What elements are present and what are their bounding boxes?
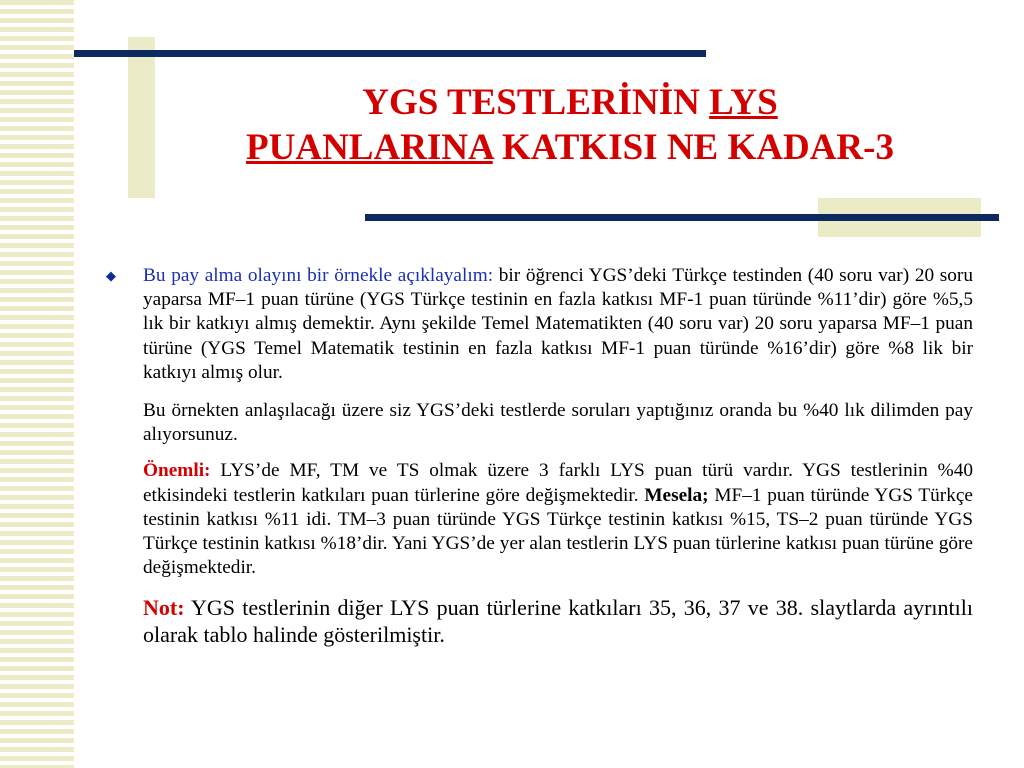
diamond-bullet-icon: ◆ — [106, 269, 116, 284]
example-intro: Bu pay alma olayını bir örnekle açıklayalım: — [143, 265, 494, 286]
important-label: Önemli: — [143, 460, 211, 482]
title-line1-prefix: YGS TESTLERİNİN — [362, 82, 710, 123]
slide-title — [160, 80, 980, 170]
top-accent-block — [128, 37, 155, 198]
paragraph-example — [143, 264, 973, 385]
title-line2-suffix: KATKISI NE KADAR-3 — [492, 127, 894, 168]
note-label: Not: — [143, 595, 185, 621]
note-text: YGS testlerinin diğer LYS puan türlerine katkıları 35, 36, 37 ve 38. slaytlarda ayrıntılı olarak tablo halinde gösterilmiştir. — [143, 595, 973, 648]
paragraph-important — [143, 459, 973, 580]
example-label: Mesela; — [644, 484, 709, 506]
example-text: bir öğrenci YGS’deki Türkçe testinden (40 soru var) 20 soru yaparsa MF–1 puan türüne (YGS Türkçe testinin en fazla katkısı MF-1 puan türünde %11’dir) göre %5,5 lık bir katkıyı almış demektir. Aynı şekilde Temel Matematikten (40 soru var) 20 soru yaparsa MF–1 puan türüne (YGS Temel Matematik testinin en fazla katkısı MF-1 puan türünde %16’dir) göre %8 lik bir katkıyı almış olur. — [143, 265, 973, 383]
important-text-2: MF–1 puan türünde YGS Türkçe testinin katkısı %11 idi. TM–3 puan türünde YGS Türkçe testinin katkısı %15, TS–2 puan türünde YGS Türkçe testinin katkısı %18’dir. Yani YGS’de yer alan testlerin LYS puan türlerine katkısı puan türüne göre değişmektedir. — [143, 484, 973, 579]
title-puanlarina: PUANLARINA — [246, 127, 493, 168]
slide-body — [143, 264, 973, 648]
left-stripe-decoration — [0, 0, 74, 768]
important-text-1: LYS’de MF, TM ve TS olmak üzere 3 farklı LYS puan türü vardır. YGS testlerinin %40 etkisindeki testlerin katkıları puan türlerine göre değişmektedir. — [143, 460, 973, 506]
paragraph-note — [143, 594, 973, 648]
conclusion-text: Bu örnekten anlaşılacağı üzere siz YGS’deki testlerde soruları yaptığınız oranda bu %40 lık dilimden pay alıyorsunuz. — [143, 400, 973, 446]
paragraph-conclusion — [143, 399, 973, 447]
title-lys: LYS — [709, 82, 778, 123]
bottom-divider-line — [365, 214, 999, 221]
top-divider-line — [74, 50, 706, 57]
